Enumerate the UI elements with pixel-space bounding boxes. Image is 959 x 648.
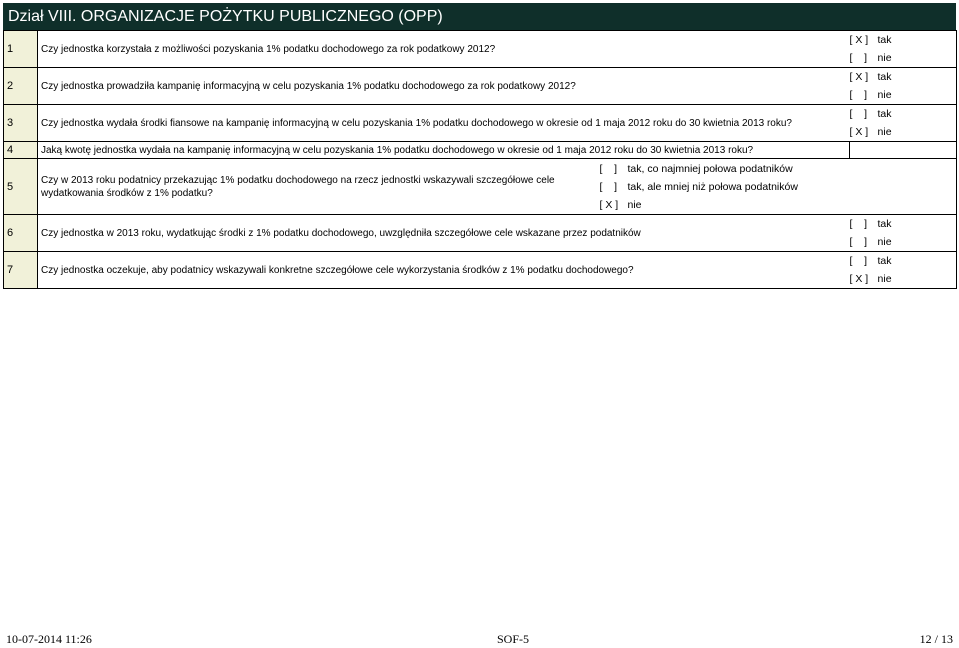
question-text: Czy jednostka w 2013 roku, wydatkując środki z 1% podatku dochodowego, uwzględniła szczegółowe cele wskazane przez podatników xyxy=(38,215,850,252)
answer-checkbox[interactable]: [ ] xyxy=(849,108,868,120)
answer-label: tak xyxy=(877,218,892,230)
answer-options xyxy=(850,252,957,289)
answer-options xyxy=(594,159,957,215)
answer-label: tak xyxy=(877,255,892,267)
answer-label: nie xyxy=(877,52,892,64)
answer-label: tak xyxy=(877,34,892,46)
answer-checkbox[interactable]: [ ] xyxy=(849,218,868,230)
section-title-text: Dział VIII. ORGANIZACJE POŻYTKU PUBLICZNEGO (OPP) xyxy=(8,8,443,25)
answer-option[interactable] xyxy=(850,215,957,233)
answer-checkbox[interactable]: [ X ] xyxy=(599,198,619,211)
answer-checkbox[interactable]: [ ] xyxy=(849,89,868,101)
answer-option[interactable] xyxy=(850,252,957,270)
answer-checkbox[interactable]: [ X ] xyxy=(849,273,869,285)
answer-checkbox[interactable]: [ ] xyxy=(599,180,618,193)
answer-checkbox[interactable]: [ ] xyxy=(849,236,868,248)
question-row-4 xyxy=(4,142,957,159)
answer-option[interactable] xyxy=(600,196,957,214)
answer-label: nie xyxy=(877,89,892,101)
answer-options xyxy=(850,68,957,105)
opp-questions-table xyxy=(3,30,957,289)
question-row-1 xyxy=(4,31,957,68)
answer-label: nie xyxy=(877,273,892,285)
footer-date: 10-07-2014 11:26 xyxy=(6,632,92,646)
question-row-6 xyxy=(4,215,957,252)
answer-label: nie xyxy=(877,236,892,248)
answer-checkbox[interactable]: [ ] xyxy=(849,255,868,267)
page-footer xyxy=(0,632,959,646)
answer-option[interactable] xyxy=(600,178,957,196)
answer-label: tak xyxy=(877,71,892,83)
question-row-5 xyxy=(4,159,957,215)
question-text: Czy jednostka korzystała z możliwości pozyskania 1% podatku dochodowego za rok podatkowy 2012? xyxy=(38,31,850,68)
answer-option[interactable] xyxy=(850,31,957,49)
question-number: 5 xyxy=(4,159,38,215)
question-number: 6 xyxy=(4,215,38,252)
answer-label: tak, ale mniej niż połowa podatników xyxy=(627,180,798,193)
answer-options xyxy=(850,215,957,252)
footer-form-code: SOF-5 xyxy=(497,632,530,646)
answer-option[interactable] xyxy=(850,270,957,288)
answer-option[interactable] xyxy=(600,160,957,178)
answer-checkbox[interactable]: [ X ] xyxy=(849,126,869,138)
question-text: Jaką kwotę jednostka wydała na kampanię informacyjną w celu pozyskania 1% podatku dochodowego w okresie od 1 maja 2012 roku do 30 kwietnia 2013 roku? xyxy=(38,142,850,159)
answer-checkbox[interactable]: [ X ] xyxy=(849,34,869,46)
answer-options xyxy=(850,31,957,68)
question-number: 7 xyxy=(4,252,38,289)
question-text: Czy jednostka prowadziła kampanię informacyjną w celu pozyskania 1% podatku dochodowego za rok podatkowy 2012? xyxy=(38,68,850,105)
question-number: 4 xyxy=(4,142,38,159)
answer-options xyxy=(850,105,957,142)
section-title xyxy=(3,3,956,30)
amount-field[interactable] xyxy=(850,142,957,159)
question-text: Czy jednostka wydała środki fiansowe na kampanię informacyjną w celu pozyskania 1% podatku dochodowego w okresie od 1 maja 2012 roku do 30 kwietnia 2013 roku? xyxy=(38,105,850,142)
footer-page-number: 12 / 13 xyxy=(919,632,953,646)
question-text: Czy jednostka oczekuje, aby podatnicy wskazywali konkretne szczegółowe cele wykorzystania środków z 1% podatku dochodowego? xyxy=(38,252,850,289)
answer-label: tak, co najmniej połowa podatników xyxy=(627,162,793,175)
answer-label: tak xyxy=(877,108,892,120)
answer-option[interactable] xyxy=(850,105,957,123)
answer-label: nie xyxy=(627,198,642,211)
answer-option[interactable] xyxy=(850,86,957,104)
answer-checkbox[interactable]: [ X ] xyxy=(849,71,869,83)
question-row-7 xyxy=(4,252,957,289)
answer-label: nie xyxy=(877,126,892,138)
question-row-3 xyxy=(4,105,957,142)
answer-checkbox[interactable]: [ ] xyxy=(599,162,618,175)
question-number: 3 xyxy=(4,105,38,142)
answer-option[interactable] xyxy=(850,68,957,86)
question-row-2 xyxy=(4,68,957,105)
question-number: 2 xyxy=(4,68,38,105)
answer-option[interactable] xyxy=(850,49,957,67)
answer-option[interactable] xyxy=(850,233,957,251)
question-number: 1 xyxy=(4,31,38,68)
answer-checkbox[interactable]: [ ] xyxy=(849,52,868,64)
answer-option[interactable] xyxy=(850,123,957,141)
question-text: Czy w 2013 roku podatnicy przekazując 1% podatku dochodowego na rzecz jednostki wskazywali szczegółowe cele wydatkowania środków z 1% podatku? xyxy=(38,159,594,215)
